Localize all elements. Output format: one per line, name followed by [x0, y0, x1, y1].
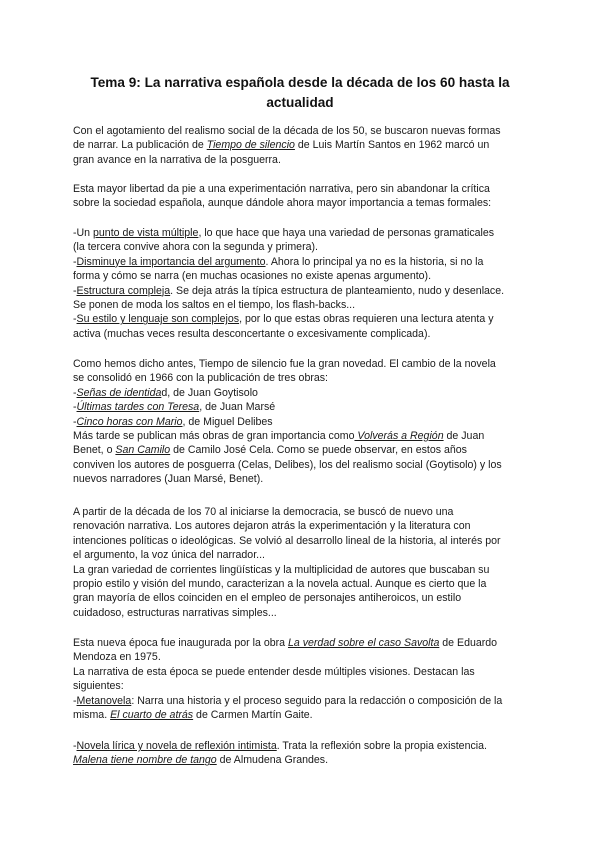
book-title-cinco-horas: Cinco horas con Mario	[76, 415, 183, 428]
feature-key: Novela lírica y novela de reflexión intimista	[76, 740, 277, 752]
seventies-paragraph	[73, 505, 533, 620]
feature-line: Se ponen de moda los saltos en el tiempo, los flash-backs...	[73, 298, 356, 311]
seventies-line: La gran variedad de corrientes lingüísticas y la multiplicidad de autores que buscaban su	[73, 563, 490, 576]
text-run: d, de Juan Goytisolo	[161, 386, 258, 399]
text-run: , por lo que estas obras requieren una lectura atenta y	[239, 313, 494, 326]
work-item	[73, 400, 533, 414]
text-run: . Ahora lo principal ya no es la historia, si no la	[265, 255, 484, 268]
text-run: de Eduardo	[439, 637, 498, 649]
sixties-paragraph	[73, 357, 533, 487]
feature-key: Metanovela	[76, 694, 132, 707]
text-run: -	[73, 740, 77, 752]
text-run: -	[73, 694, 77, 707]
book-title-volveras-a-region: Volverás a Región	[354, 429, 444, 442]
new-era-line: La narrativa de esta época se puede entender desde múltiples visiones. Destacan las	[73, 665, 475, 678]
text-run: -	[73, 415, 77, 428]
page-title	[60, 73, 540, 113]
book-title-san-camilo: San Camilo	[115, 444, 171, 457]
feature-item	[73, 284, 533, 298]
text-run: , de Juan Marsé	[199, 401, 276, 414]
seventies-line: A partir de la década de los 70 al iniciarse la democracia, se buscó de nuevo una	[73, 506, 454, 518]
intro-line	[73, 138, 533, 152]
new-era-line	[73, 694, 533, 708]
text-run: misma.	[73, 708, 111, 721]
features-list	[73, 226, 533, 341]
feature-line: (la tercera convive ahora con la segunda y primera).	[73, 241, 318, 254]
text-run: de Juan	[443, 429, 485, 442]
seventies-line: renovación narrativa. Los autores dejaron atrás la experimentación y la literatura con	[73, 520, 471, 533]
book-title-senas-de-identidad: Señas de identida	[76, 386, 162, 399]
feature-key: Disminuye la importancia del argumento	[76, 255, 266, 268]
lyric-line	[73, 753, 533, 767]
book-title-tiempo-de-silencio: Tiempo de silencio	[206, 139, 295, 152]
text-run: Esta nueva época fue inaugurada por la obra	[73, 637, 288, 649]
freedom-line: sobre la sociedad española, aunque dándole ahora mayor importancia a temas formales:	[73, 197, 492, 210]
title-line-1: Tema 9: La narrativa española desde la década de los 60 hasta la	[90, 75, 510, 90]
lyric-paragraph	[73, 739, 533, 768]
text-run: de Camilo José Cela. Como se puede observar, en estos años	[170, 444, 467, 457]
intro-paragraph	[73, 124, 533, 167]
seventies-line: gran mayoría de ellos coinciden en el empleo de personajes antiheroicos, un estilo	[73, 592, 462, 605]
text-run: -	[73, 386, 77, 399]
sixties-line	[73, 443, 533, 457]
text-run: : Narra una historia y el proceso seguido para la redacción o composición de la	[131, 694, 503, 707]
text-run: , lo que hace que haya una variedad de personas gramaticales	[198, 227, 495, 239]
freedom-line: Esta mayor libertad da pie a una experimentación narrativa, pero sin abandonar la crítica	[73, 183, 490, 195]
seventies-line: intenciones políticas o ideológicas. Se volvió al desarrollo lineal de la historia, al interés por	[73, 534, 501, 547]
book-title-malena: Malena tiene nombre de tango	[73, 754, 217, 767]
new-era-line: siguientes:	[73, 680, 124, 693]
text-run: -Un	[73, 227, 94, 239]
text-run: de Carmen Martín Gaite.	[193, 708, 313, 721]
feature-line: activa (muchas veces resulta desconcertante o excesivamente complicada).	[73, 327, 431, 340]
feature-item	[73, 226, 533, 240]
seventies-line: cuidadoso, estructuras narrativas simples...	[73, 606, 277, 619]
book-title-ultimas-tardes: Últimas tardes con Teresa	[76, 401, 200, 414]
book-title-savolta: La verdad sobre el caso Savolta	[287, 637, 440, 649]
text-run: Benet, o	[73, 444, 116, 457]
work-item	[73, 415, 533, 429]
text-run: -	[73, 284, 77, 297]
intro-line: gran avance en la narrativa de la posguerra.	[73, 153, 281, 166]
sixties-line: Como hemos dicho antes, Tiempo de silencio fue la gran novedad. El cambio de la novela	[73, 358, 496, 370]
text-run: -	[73, 313, 77, 326]
seventies-line: propio estilo y visión del mundo, caracterizan a la novela actual. Aunque es cierto que la	[73, 577, 487, 590]
text-run: , de Miguel Delibes	[182, 415, 273, 428]
text-run: -	[73, 401, 77, 414]
lyric-line	[73, 739, 533, 753]
feature-key: Estructura compleja	[76, 284, 171, 297]
text-run: de Almudena Grandes.	[216, 754, 329, 767]
sixties-line	[73, 429, 533, 443]
text-run: de Luis Martín Santos en 1962 marcó un	[294, 139, 490, 152]
intro-line: Con el agotamiento del realismo social de la década de los 50, se buscaron nuevas formas	[73, 125, 501, 137]
sixties-line: conviven los autores de posguerra (Celas, Delibes), los del realismo social (Goytisolo) y los	[73, 458, 502, 471]
sixties-line: nuevos narradores (Juan Marsé, Benet).	[73, 473, 264, 486]
text-run: . Trata la reflexión sobre la propia existencia.	[276, 740, 487, 752]
text-run: -	[73, 255, 77, 268]
freedom-paragraph	[73, 182, 533, 211]
text-run: . Se deja atrás la típica estructura de planteamiento, nudo y desenlace.	[170, 284, 505, 297]
work-item	[73, 386, 533, 400]
new-era-line: Mendoza en 1975.	[73, 651, 161, 664]
book-title-el-cuarto-de-atras: El cuarto de atrás	[110, 708, 194, 721]
new-era-paragraph	[73, 636, 533, 722]
feature-item	[73, 255, 533, 269]
title-line-2: actualidad	[266, 95, 334, 110]
text-run: de narrar. La publicación de	[73, 139, 207, 152]
text-run: Más tarde se publican más obras de gran importancia como	[73, 429, 355, 442]
feature-key: Su estilo y lenguaje son complejos	[76, 313, 240, 326]
seventies-line: el argumento, la voz única del narrador...	[73, 549, 265, 562]
new-era-line	[73, 636, 533, 650]
feature-key: punto de vista múltiple	[93, 227, 199, 239]
feature-item	[73, 312, 533, 326]
new-era-line	[73, 708, 533, 722]
sixties-line: se consolidó en 1966 con la publicación de tres obras:	[73, 372, 329, 385]
feature-line: forma y cómo se narra (en muchas ocasiones no existe apenas argumento).	[73, 270, 432, 283]
